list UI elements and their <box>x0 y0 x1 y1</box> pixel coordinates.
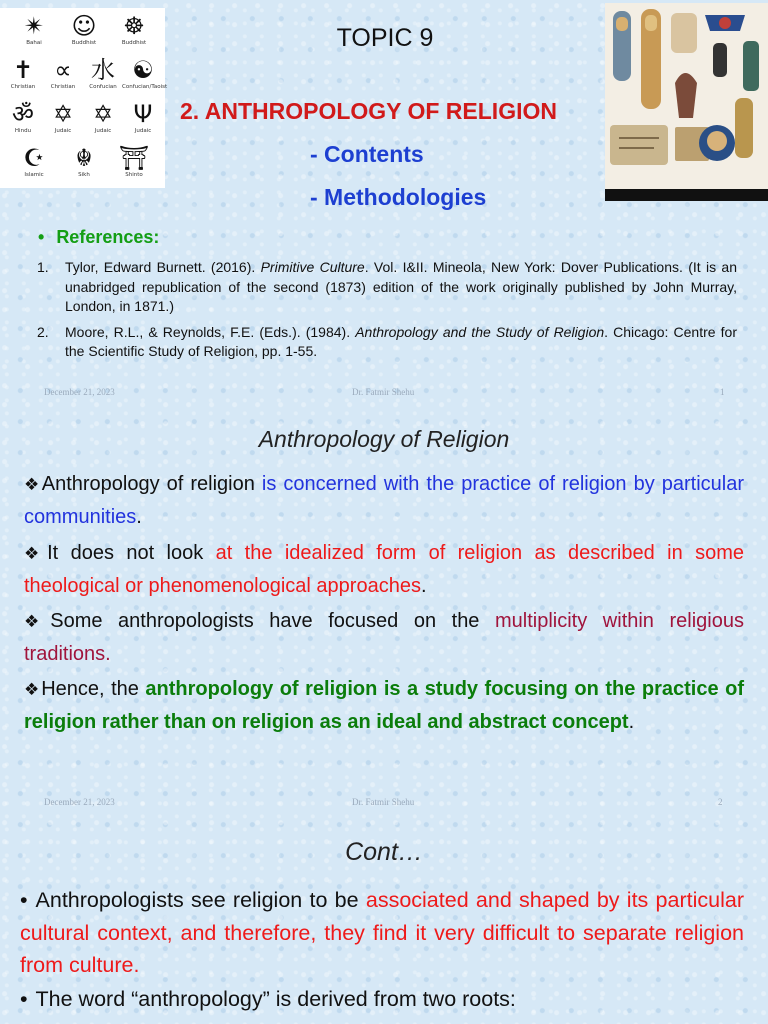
religion-symbol-icon <box>58 12 110 56</box>
religion-symbol-icon <box>122 100 164 144</box>
symbol-label: Judaic <box>134 128 152 134</box>
symbol-label: Judaic <box>54 128 72 134</box>
diamond-bullet-icon: ❖ <box>24 680 41 700</box>
bullet-methodologies: - Methodologies <box>310 184 487 210</box>
symbol-glyph: ⛩ <box>118 144 150 172</box>
symbol-glyph: ✴ <box>23 12 45 40</box>
religion-symbol-icon <box>2 56 44 100</box>
symbol-label: Christian <box>50 84 76 90</box>
symbol-glyph: ✝ <box>12 56 34 84</box>
religious-symbols-image <box>0 8 168 188</box>
symbol-label: Confucian/Taoist <box>122 84 168 90</box>
footer-page-number: 2 <box>718 797 723 807</box>
symbol-glyph: ✡ <box>52 100 74 128</box>
symbol-glyph: ☪ <box>23 144 45 172</box>
religion-symbol-icon <box>82 56 124 100</box>
paragraph: • The word “anthropology” is derived from two roots: <box>20 987 516 1011</box>
symbol-glyph: 水 <box>91 56 115 84</box>
symbol-label: Bahai <box>26 40 42 46</box>
religion-symbol-icon <box>42 100 84 144</box>
religion-symbol-icon <box>58 144 110 188</box>
symbol-glyph: Ψ <box>133 100 153 128</box>
symbol-label: Hindu <box>14 128 32 134</box>
symbol-label: Sikh <box>78 172 90 178</box>
religion-symbol-icon <box>82 100 124 144</box>
bullet-dot-icon: • <box>20 888 28 912</box>
reference-list <box>37 258 737 368</box>
footer-author: Dr. Fatmir Shehu <box>352 797 415 807</box>
religion-symbol-icon <box>122 56 168 100</box>
slide-2 <box>0 410 768 820</box>
symbol-label: Confucian <box>89 84 117 90</box>
symbol-glyph: ॐ <box>12 100 34 128</box>
egyptian-artifacts-image <box>605 3 768 201</box>
footer-page-number: 1 <box>720 387 725 397</box>
symbol-label: Buddhist <box>71 40 97 46</box>
paragraph: • Anthropologists see religion to be associated and shaped by its particular cultural context, and therefore, they find it very difficult to separate religion from culture. <box>20 888 744 977</box>
slide-3 <box>0 820 768 1024</box>
topic-number: TOPIC 9 <box>336 24 434 52</box>
bullet-dot-icon: • <box>20 987 28 1011</box>
symbol-glyph: ☬ <box>75 144 93 172</box>
religion-symbol-icon <box>108 12 160 56</box>
slide-title: Anthropology of Religion <box>258 426 510 452</box>
slide-title: Cont… <box>345 838 423 866</box>
symbol-label: Christian <box>10 84 36 90</box>
symbol-glyph: ✡ <box>92 100 114 128</box>
paragraph: ❖Some anthropologists have focused on the multiplicity within religious traditions. <box>24 610 744 665</box>
stock-watermark-band <box>605 189 768 201</box>
symbol-label: Shinto <box>125 172 143 178</box>
reference-item: 1. Tylor, Edward Burnett. (2016). Primitive Culture. Vol. I&II. Mineola, New York: Dover Publications. (It is an unabridged republication of the second (1873) edition of the work originally published by John Murray, London, in 1871.) <box>37 259 737 314</box>
religion-symbol-icon <box>42 56 84 100</box>
bullet-contents: - Contents <box>310 141 424 167</box>
paragraph: ❖Anthropology of religion is concerned with the practice of religion by particular communities. <box>24 473 744 528</box>
religion-symbol-icon <box>108 144 160 188</box>
paragraph: ❖It does not look at the idealized form of religion as described in some theological or phenomenological approaches. <box>24 542 744 597</box>
symbol-label: Buddhist <box>121 40 147 46</box>
symbol-glyph: ☸ <box>123 12 145 40</box>
diamond-bullet-icon: ❖ <box>24 544 47 564</box>
diamond-bullet-icon: ❖ <box>24 475 41 495</box>
references-heading: • References: <box>38 227 160 247</box>
symbol-glyph: ☺ <box>71 12 97 40</box>
slide-title: 2. ANTHROPOLOGY OF RELIGION <box>180 98 557 124</box>
religion-symbol-icon <box>8 12 60 56</box>
footer-date: December 21, 2023 <box>44 387 115 397</box>
diamond-bullet-icon: ❖ <box>24 612 50 632</box>
reference-item: 2. Moore, R.L., & Reynolds, F.E. (Eds.). (1984). Anthropology and the Study of Religion. Chicago: Centre for the Scientific Study of Religion, pp. 1-55. <box>37 323 737 359</box>
footer-date: December 21, 2023 <box>44 797 115 807</box>
symbol-label: Judaic <box>94 128 112 134</box>
bullet-dot-icon: • <box>38 227 45 247</box>
paragraph: ❖Hence, the anthropology of religion is a study focusing on the practice of religion rather than on religion as an ideal and abstract concept. <box>24 678 744 733</box>
slide-1 <box>0 0 768 410</box>
symbol-glyph: ☯ <box>132 56 154 84</box>
footer-author: Dr. Fatmir Shehu <box>352 387 415 397</box>
religion-symbol-icon <box>2 100 44 144</box>
symbol-glyph: ∝ <box>54 56 72 84</box>
egyptian-figures-illustration <box>605 3 768 189</box>
symbol-label: Islamic <box>24 172 44 178</box>
religion-symbol-icon <box>8 144 60 188</box>
